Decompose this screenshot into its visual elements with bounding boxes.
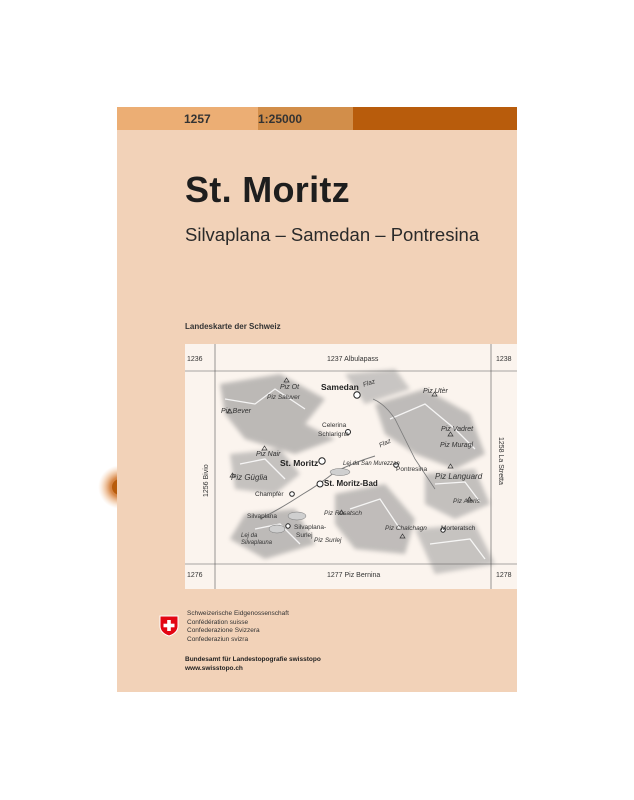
label-piz-albris: Piz Albris	[453, 498, 480, 505]
federation-names	[187, 610, 289, 644]
series-label: Landeskarte der Schweiz	[185, 322, 281, 331]
label-piz-bever: Piz Bever	[221, 408, 251, 415]
label-lej-san-murezzan: Lej da San Murezzan	[343, 461, 400, 467]
label-st-moritz-bad: St. Moritz-Bad	[324, 479, 378, 488]
label-champfer: Champfèr	[255, 491, 284, 498]
map-number: 1257	[184, 112, 211, 126]
label-morteratsch: Morteratsch	[441, 525, 476, 532]
label-silvaplana: Silvaplana	[247, 513, 277, 520]
header-band-accent	[353, 107, 517, 130]
adjacent-sheet-top-left: 1236	[187, 356, 203, 363]
federation-name-de: Schweizerische Eidgenossenschaft	[187, 610, 289, 617]
label-celerina: Celerina	[322, 422, 347, 429]
label-flaz-mid: Flaz	[378, 437, 393, 450]
label-schlarigna: Schlarigna	[318, 431, 349, 438]
adjacent-sheet-bottom: 1277 Piz Bernina	[327, 572, 381, 579]
label-piz-surlej: Piz Surlej	[314, 537, 342, 544]
header-band-number	[117, 107, 258, 130]
label-silvaplana-surlej: Silvaplana-	[294, 524, 327, 531]
adjacent-sheet-bottom-left: 1276	[187, 572, 203, 579]
label-piz-nair: Piz Nair	[256, 451, 281, 458]
label-st-moritz: St. Moritz	[280, 458, 319, 468]
label-piz-ot: Piz Ot	[280, 384, 300, 391]
map-cover	[117, 107, 517, 692]
adjacent-sheet-left: 1256 Bivio	[203, 464, 210, 497]
label-piz-muragl: Piz Muragl	[440, 442, 474, 449]
label-flaz-top: Flaz	[362, 378, 377, 389]
overview-map	[185, 344, 517, 589]
label-lej-da: Lej da	[241, 533, 258, 539]
label-silvaplauna: Silvaplauna	[241, 540, 273, 546]
label-piz-vadret: Piz Vadret	[441, 426, 474, 433]
adjacent-sheet-top: 1237 Albulapass	[327, 356, 379, 363]
federation-name-fr: Confédération suisse	[187, 618, 249, 626]
label-piz-guglia: Piz Güglia	[231, 473, 268, 482]
map-scale: 1:25000	[258, 112, 303, 126]
adjacent-sheet-top-right: 1238	[496, 356, 512, 363]
label-piz-rosatsch: Piz Rosatsch	[324, 510, 362, 517]
map-title: St. Moritz	[185, 169, 350, 210]
adjacent-sheet-bottom-right: 1278	[496, 572, 512, 579]
label-piz-languard: Piz Languard	[435, 472, 483, 481]
label-piz-uter: Piz Utèr	[423, 388, 448, 395]
map-subtitle: Silvaplana – Samedan – Pontresina	[185, 224, 480, 245]
federation-name-rm: Confederaziun svizra	[187, 635, 249, 643]
publisher-block	[185, 655, 321, 673]
label-surlej: Surlej	[296, 532, 313, 539]
adjacent-sheet-right: 1258 La Stretta	[497, 437, 504, 485]
label-piz-saluver: Piz Saluver	[267, 394, 300, 401]
label-piz-chalchagn: Piz Chalchagn	[385, 525, 427, 532]
label-samedan: Samedan	[321, 382, 359, 392]
label-pontresina: Pontresina	[396, 466, 428, 473]
publisher-name: Bundesamt für Landestopografie swisstopo	[185, 656, 321, 663]
federation-name-it: Confederazione Svizzera	[187, 627, 260, 634]
swiss-cross-logo	[159, 615, 179, 637]
publisher-url: www.swisstopo.ch	[185, 665, 243, 672]
